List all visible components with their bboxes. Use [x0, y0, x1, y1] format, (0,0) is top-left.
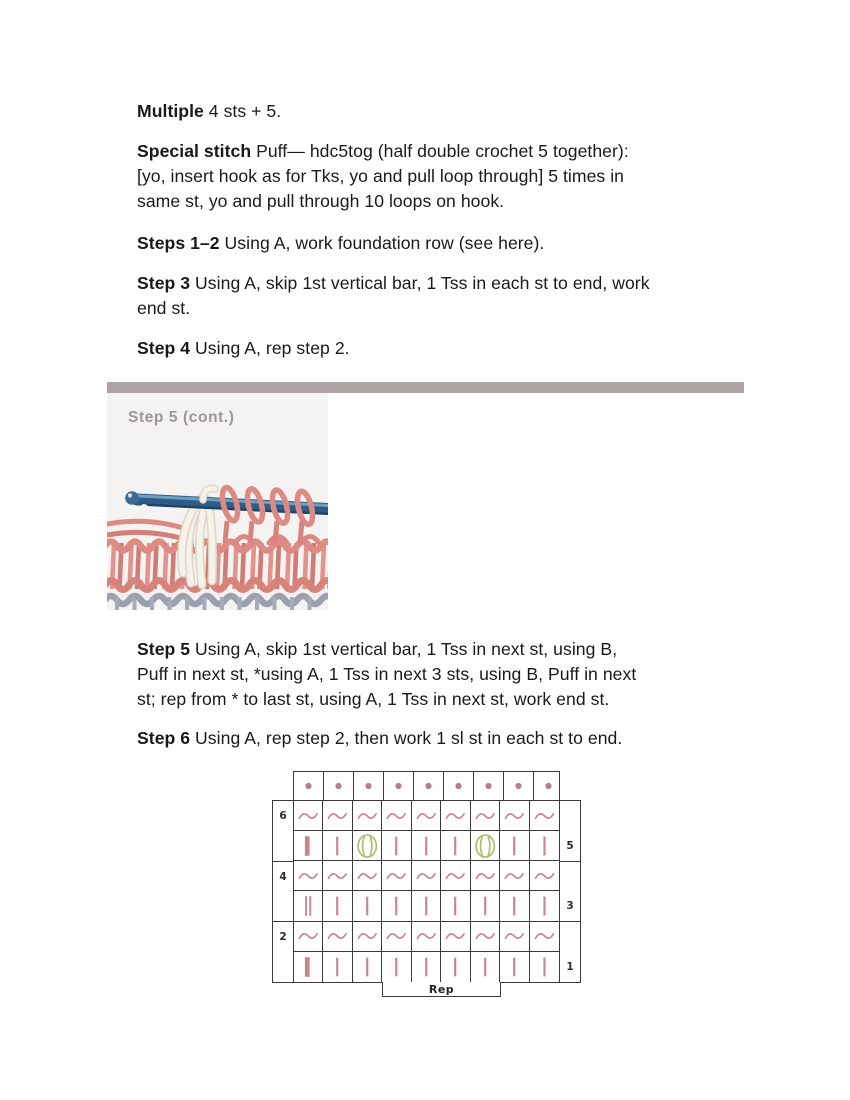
tss-bar-icon	[353, 952, 381, 982]
chart-cell	[471, 801, 500, 831]
tss-bar-icon	[471, 952, 499, 982]
tss-bar-icon	[382, 831, 410, 861]
paragraph-lead: Step 3	[137, 273, 191, 293]
puff-stitch-icon	[471, 831, 499, 861]
tss-bar-icon	[353, 891, 381, 921]
chart-cell	[412, 801, 441, 831]
chart-cell	[500, 861, 529, 891]
return-pass-icon	[471, 922, 499, 952]
chart-cell	[412, 831, 441, 861]
text-line: Step 6 Using A, rep step 2, then work 1 sl st in each st to end.	[137, 728, 623, 748]
chart-cell	[412, 952, 441, 982]
row-number: 3	[566, 900, 574, 913]
return-pass-icon	[471, 861, 499, 891]
tss-bar-icon	[500, 891, 528, 921]
chart-cell	[530, 831, 559, 861]
text-line: Multiple 4 sts + 5.	[137, 101, 282, 121]
chart-cell	[382, 922, 411, 952]
tss-bar-icon	[441, 891, 469, 921]
chart-cell	[530, 922, 559, 952]
tss-bar-icon	[412, 891, 440, 921]
chart-cell	[324, 772, 354, 800]
chart-cell	[500, 891, 529, 921]
row-number: 4	[279, 870, 287, 883]
paragraph-lead: Multiple	[137, 101, 204, 121]
chart-cell	[294, 831, 323, 861]
chart-cell	[412, 891, 441, 921]
chart-cell	[471, 952, 500, 982]
chart-left-labels	[272, 800, 294, 983]
chain-dot-icon	[414, 772, 443, 800]
row-number-label	[272, 861, 294, 923]
chart-cell	[474, 772, 504, 800]
chart-cell	[441, 831, 470, 861]
paragraph-steps-1-2	[137, 231, 751, 256]
text-line: Step 5 Using A, skip 1st vertical bar, 1 Tss in next st, using B,	[137, 639, 618, 659]
repeat-label: Rep	[428, 982, 455, 996]
text-line: end st.	[137, 298, 191, 318]
return-pass-icon	[382, 922, 410, 952]
chart-cell	[471, 861, 500, 891]
chart-cell	[294, 801, 323, 831]
row-number: 6	[279, 809, 287, 822]
tss-bar-icon	[530, 891, 559, 921]
chart-cell	[382, 952, 411, 982]
chain-dot-icon	[324, 772, 353, 800]
photo-caption: Step 5 (cont.)	[128, 409, 235, 426]
chart-cell	[323, 952, 352, 982]
chart-cell	[441, 891, 470, 921]
chart-grid	[293, 800, 560, 983]
paragraph-step-5	[137, 637, 751, 712]
return-pass-icon	[500, 922, 528, 952]
row-number-label	[559, 861, 581, 923]
paragraph-step-3	[137, 271, 751, 321]
chart-cell	[323, 801, 352, 831]
chart-cell	[294, 772, 324, 800]
return-pass-icon	[294, 922, 322, 952]
return-pass-icon	[412, 801, 440, 831]
chart-cell	[530, 801, 559, 831]
chain-dot-icon	[504, 772, 533, 800]
return-pass-icon	[441, 922, 469, 952]
chart-cell	[382, 831, 411, 861]
tss-bar-icon	[323, 952, 351, 982]
tss-bar-icon	[471, 891, 499, 921]
return-pass-icon	[530, 922, 559, 952]
chain-dot-icon	[354, 772, 383, 800]
chart-cell	[353, 801, 382, 831]
chain-dot-icon	[444, 772, 473, 800]
return-pass-icon	[412, 922, 440, 952]
paragraph-multiple	[137, 99, 751, 124]
chart-cell	[323, 891, 352, 921]
edge-stitch-icon	[294, 831, 322, 861]
paragraph-lead: Step 5	[137, 639, 191, 659]
chart-cell	[441, 952, 470, 982]
chart-cell	[382, 801, 411, 831]
chart-cell	[353, 891, 382, 921]
row-number-label	[559, 921, 581, 983]
return-pass-icon	[353, 922, 381, 952]
tss-bar-icon	[441, 952, 469, 982]
chart-cell	[414, 772, 444, 800]
step-photo	[107, 393, 328, 610]
chart-right-labels	[559, 800, 581, 983]
chart-cell	[500, 801, 529, 831]
chart-cell	[353, 831, 382, 861]
tss-bar-icon	[441, 831, 469, 861]
chart-cell	[353, 861, 382, 891]
chain-dot-icon	[534, 772, 563, 800]
return-pass-icon	[353, 801, 381, 831]
paragraph-lead: Special stitch	[137, 141, 252, 161]
chart-cell	[471, 831, 500, 861]
paragraph-step-4	[137, 336, 751, 361]
chart-cell	[471, 891, 500, 921]
tss-bar-icon	[530, 952, 559, 982]
chart-cell	[382, 891, 411, 921]
chart-cell	[441, 922, 470, 952]
chart-cell	[530, 952, 559, 982]
chart-cell	[504, 772, 534, 800]
chain-dot-icon	[384, 772, 413, 800]
double-edge-stitch-icon	[294, 891, 322, 921]
chart-cell	[500, 922, 529, 952]
row-number: 5	[566, 839, 574, 852]
return-pass-icon	[500, 861, 528, 891]
chart-cell	[323, 861, 352, 891]
chart-cell	[323, 831, 352, 861]
text-line: [yo, insert hook as for Tks, yo and pull loop through] 5 times in	[137, 166, 625, 186]
row-number: 1	[566, 961, 574, 973]
section-divider-bar	[107, 382, 744, 393]
text-line: Puff in next st, *using A, 1 Tss in next 3 sts, using B, Puff in next	[137, 664, 637, 684]
return-pass-icon	[530, 801, 559, 831]
chart-cell	[382, 861, 411, 891]
chart-cell	[500, 952, 529, 982]
tss-bar-icon	[412, 831, 440, 861]
paragraph-lead: Step 4	[137, 338, 191, 358]
chart-cell	[471, 922, 500, 952]
paragraph-lead: Step 6	[137, 728, 191, 748]
tss-bar-icon	[500, 952, 528, 982]
chain-dot-icon	[294, 772, 323, 800]
chart-cell	[534, 772, 563, 800]
tss-bar-icon	[382, 891, 410, 921]
return-pass-icon	[382, 801, 410, 831]
text-line: st; rep from * to last st, using A, 1 Tss in next st, work end st.	[137, 689, 610, 709]
paragraph-special-stitch	[137, 139, 751, 214]
chart-cell	[294, 922, 323, 952]
chart-cell	[294, 952, 323, 982]
return-pass-icon	[441, 801, 469, 831]
return-pass-icon	[353, 861, 381, 891]
text-line: Special stitch Puff— hdc5tog (half double crochet 5 together):	[137, 141, 629, 161]
tss-bar-icon	[500, 831, 528, 861]
paragraph-step-6	[137, 726, 751, 751]
chart-cell	[412, 861, 441, 891]
row-number-label	[559, 800, 581, 862]
chart-cell	[294, 861, 323, 891]
tss-bar-icon	[530, 831, 559, 861]
return-pass-icon	[323, 801, 351, 831]
stitch-chart	[272, 771, 582, 999]
chart-cell	[384, 772, 414, 800]
chart-repeat-bracket	[382, 982, 501, 997]
return-pass-icon	[294, 801, 322, 831]
chart-cell	[530, 891, 559, 921]
return-pass-icon	[500, 801, 528, 831]
puff-stitch-icon	[353, 831, 381, 861]
return-pass-icon	[323, 861, 351, 891]
text-line: Step 4 Using A, rep step 2.	[137, 338, 350, 358]
return-pass-icon	[441, 861, 469, 891]
tss-bar-icon	[323, 831, 351, 861]
paragraph-lead: Steps 1–2	[137, 233, 220, 253]
chart-cell	[353, 922, 382, 952]
tss-bar-icon	[412, 952, 440, 982]
return-pass-icon	[530, 861, 559, 891]
chart-cell	[500, 831, 529, 861]
chart-cell	[441, 861, 470, 891]
chart-cell	[354, 772, 384, 800]
row-number-label	[272, 800, 294, 862]
tss-bar-icon	[323, 891, 351, 921]
chain-dot-icon	[474, 772, 503, 800]
edge-stitch-icon	[294, 952, 322, 982]
chart-cell	[530, 861, 559, 891]
return-pass-icon	[323, 922, 351, 952]
chart-cell	[444, 772, 474, 800]
return-pass-icon	[471, 801, 499, 831]
chart-cell	[441, 801, 470, 831]
text-line: Step 3 Using A, skip 1st vertical bar, 1 Tss in each st to end, work	[137, 273, 650, 293]
chart-cell	[412, 922, 441, 952]
chart-cell	[353, 952, 382, 982]
text-line: same st, yo and pull through 10 loops on hook.	[137, 191, 505, 211]
return-pass-icon	[294, 861, 322, 891]
return-pass-icon	[382, 861, 410, 891]
text-line: Steps 1–2 Using A, work foundation row (see here).	[137, 233, 545, 253]
row-number-label	[272, 921, 294, 983]
tss-bar-icon	[382, 952, 410, 982]
chart-foundation-row	[293, 771, 560, 801]
chart-cell	[323, 922, 352, 952]
chart-cell	[294, 891, 323, 921]
return-pass-icon	[412, 861, 440, 891]
row-number: 2	[279, 931, 287, 944]
